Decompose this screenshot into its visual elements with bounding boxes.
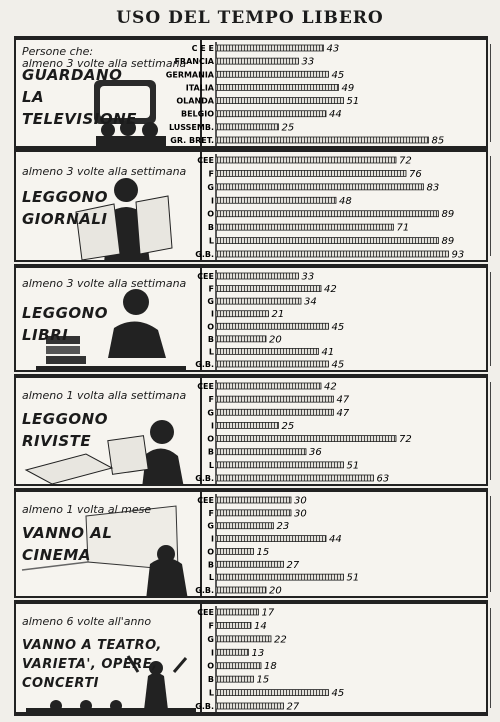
bar: [216, 574, 344, 580]
value-label: 47: [336, 407, 350, 419]
category-label: I: [211, 421, 214, 431]
value-label: 85: [431, 135, 445, 147]
category-label: F: [208, 169, 214, 179]
category-label: G.B.: [195, 360, 214, 369]
chart-panel: [14, 266, 488, 372]
divider-line: [14, 36, 488, 38]
bar: [216, 536, 326, 542]
panel-illustration: [16, 378, 202, 484]
bar: [216, 137, 429, 143]
panel-caption: VANNO AL CINEMA: [22, 524, 113, 564]
divider-line: [14, 600, 488, 602]
bar-chart: [195, 152, 488, 264]
bar: [216, 548, 254, 554]
bar: [216, 211, 439, 217]
value-label: 33: [301, 271, 315, 283]
bar: [216, 98, 344, 104]
category-label: L: [208, 460, 214, 470]
category-label: I: [211, 648, 214, 658]
panel-illustration: [16, 604, 202, 712]
value-label: 51: [346, 572, 360, 584]
panel-headline: almeno 3 volte alla settimana: [22, 165, 187, 178]
bar: [216, 510, 291, 516]
category-label: O: [207, 661, 214, 671]
value-label: 44: [329, 534, 342, 546]
value-label: 22: [274, 634, 287, 646]
value-label: 83: [426, 182, 440, 194]
bar: [216, 690, 329, 696]
category-label: F: [208, 395, 214, 405]
bar: [216, 58, 299, 64]
empty-box: [490, 608, 500, 708]
category-label: OLANDA: [176, 96, 214, 106]
category-label: G.B.: [195, 702, 214, 711]
bar-chart-area: [195, 604, 486, 713]
chart-panel: [14, 602, 488, 714]
category-label: LUSSEMB.: [168, 122, 214, 132]
category-label: B: [207, 334, 214, 344]
category-label: FRANCIA: [174, 57, 214, 67]
category-label: I: [211, 534, 214, 544]
value-label: 89: [441, 209, 455, 221]
value-label: 14: [254, 620, 267, 632]
value-label: 20: [269, 585, 282, 597]
panel-headline: Persone che: almeno 3 volte alla settimana: [22, 45, 187, 70]
category-label: GR. BRET.: [170, 136, 214, 145]
category-label: CEE: [197, 608, 214, 617]
value-label: 25: [281, 420, 295, 432]
category-label: BELGIO: [180, 109, 214, 119]
value-label: 89: [441, 236, 455, 248]
bar: [216, 636, 271, 642]
value-label: 51: [346, 96, 360, 108]
bar: [216, 409, 334, 415]
value-label: 72: [399, 155, 412, 167]
value-label: 45: [331, 69, 345, 81]
value-label: 15: [256, 546, 270, 558]
category-label: G.B.: [195, 586, 214, 595]
value-label: 42: [324, 381, 337, 393]
bar: [216, 323, 329, 329]
panel-caption: LEGGONO GIORNALI: [22, 188, 108, 228]
category-label: GERMANIA: [165, 70, 214, 80]
bar: [216, 84, 339, 90]
bar-chart: [165, 40, 488, 150]
bar-chart-area: [195, 492, 486, 597]
chart-panel: [14, 376, 488, 486]
panel-caption: GUARDANO LA TELEVISIONE: [22, 66, 137, 128]
category-label: L: [208, 347, 214, 357]
panel-caption: LEGGONO LIBRI: [22, 304, 108, 344]
bar-chart: [195, 604, 488, 716]
category-label: O: [207, 547, 214, 557]
value-label: 21: [271, 309, 285, 321]
category-label: I: [211, 196, 214, 206]
category-label: C E E: [191, 44, 214, 53]
bar: [216, 703, 284, 709]
bar: [216, 475, 374, 481]
panel-caption: LEGGONO RIVISTE: [22, 410, 108, 450]
category-label: ITALIA: [185, 83, 214, 93]
category-label: G: [207, 634, 214, 644]
category-label: L: [208, 688, 214, 698]
category-label: I: [211, 309, 214, 319]
panel-headline: almeno 3 volte alla settimana: [22, 277, 187, 290]
bar: [216, 286, 321, 292]
bar: [216, 124, 279, 130]
value-label: 33: [301, 56, 315, 68]
value-label: 51: [346, 460, 360, 472]
empty-box: [490, 156, 500, 256]
value-label: 30: [294, 508, 307, 520]
bar: [216, 383, 321, 389]
value-label: 15: [256, 674, 270, 686]
value-label: 27: [286, 559, 300, 571]
value-label: 63: [376, 473, 390, 485]
value-label: 44: [329, 109, 342, 121]
bar: [216, 396, 334, 402]
bar: [216, 224, 394, 230]
bar-chart: [195, 378, 488, 488]
bar: [216, 273, 299, 279]
bar-chart-area: [165, 40, 486, 147]
divider-line: [14, 488, 488, 490]
category-label: B: [207, 675, 214, 685]
bar: [216, 649, 249, 655]
panel-illustration: [16, 268, 202, 370]
category-label: G: [207, 182, 214, 192]
value-label: 71: [396, 222, 410, 234]
bar-chart: [195, 268, 488, 374]
value-label: 72: [399, 434, 412, 446]
bar: [216, 184, 424, 190]
bar-chart-area: [195, 378, 486, 485]
value-label: 48: [339, 195, 352, 207]
bar-chart: [195, 492, 488, 600]
category-label: CEE: [197, 272, 214, 281]
bar: [216, 449, 306, 455]
category-label: O: [207, 209, 214, 219]
category-label: CEE: [197, 156, 214, 165]
value-label: 20: [269, 334, 282, 346]
bar: [216, 45, 324, 51]
bar: [216, 663, 261, 669]
bar: [216, 587, 266, 593]
category-label: CEE: [197, 382, 214, 391]
value-label: 25: [281, 122, 295, 134]
panel-illustration: [16, 152, 202, 260]
bar: [216, 157, 396, 163]
bar: [216, 71, 329, 77]
bar: [216, 348, 319, 354]
value-label: 17: [261, 607, 275, 619]
empty-box: [490, 272, 500, 366]
empty-box: [490, 44, 500, 142]
category-label: O: [207, 434, 214, 444]
bar: [216, 561, 284, 567]
value-label: 23: [276, 521, 290, 533]
category-label: B: [207, 447, 214, 457]
panel-headline: almeno 1 volta al mese: [22, 503, 152, 516]
panel-headline: almeno 6 volte all'anno: [22, 615, 152, 628]
bar: [216, 170, 406, 176]
category-label: G: [207, 408, 214, 418]
category-label: B: [207, 560, 214, 570]
value-label: 34: [304, 296, 317, 308]
bar-chart-area: [195, 268, 486, 371]
bar: [216, 298, 301, 304]
category-label: B: [207, 223, 214, 233]
bar: [216, 523, 274, 529]
bar: [216, 676, 254, 682]
empty-box: [490, 496, 500, 592]
bar: [216, 238, 439, 244]
category-label: L: [208, 236, 214, 246]
category-label: F: [208, 284, 214, 294]
value-label: 47: [336, 394, 350, 406]
category-label: L: [208, 573, 214, 583]
bar: [216, 111, 326, 117]
value-label: 45: [331, 321, 345, 333]
divider-line: [14, 264, 488, 266]
divider-line: [14, 374, 488, 376]
page-title: USO DEL TEMPO LIBERO: [116, 8, 384, 28]
value-label: 45: [331, 359, 345, 371]
category-label: CEE: [197, 496, 214, 505]
category-label: G: [207, 521, 214, 531]
bar: [216, 336, 266, 342]
value-label: 42: [324, 284, 337, 296]
chart-panel: [14, 38, 488, 148]
category-label: F: [208, 508, 214, 518]
value-label: 49: [341, 82, 355, 94]
bar: [216, 422, 279, 428]
value-label: 18: [264, 661, 277, 673]
empty-box: [490, 382, 500, 480]
divider-line: [14, 148, 488, 150]
bar: [216, 622, 251, 628]
divider-line: [14, 714, 488, 716]
category-label: O: [207, 322, 214, 332]
bar: [216, 197, 336, 203]
bar: [216, 251, 449, 257]
bar: [216, 497, 291, 503]
panel-headline: almeno 1 volta alla settimana: [22, 389, 187, 402]
category-label: G: [207, 297, 214, 307]
value-label: 93: [451, 249, 465, 261]
value-label: 27: [286, 701, 300, 713]
category-label: G.B.: [195, 474, 214, 483]
bar: [216, 436, 396, 442]
bar: [216, 361, 329, 367]
chart-panel: [14, 490, 488, 598]
category-label: F: [208, 621, 214, 631]
category-label: G.B.: [195, 250, 214, 259]
value-label: 36: [309, 447, 322, 459]
bar: [216, 609, 259, 615]
value-label: 30: [294, 495, 307, 507]
value-label: 45: [331, 688, 345, 700]
chart-panel: [14, 150, 488, 262]
panel-caption: VANNO A TEATRO, VARIETA', OPERE, CONCERTI: [22, 638, 162, 691]
bar: [216, 311, 269, 317]
value-label: 41: [321, 346, 335, 358]
value-label: 13: [251, 647, 265, 659]
value-label: 43: [326, 43, 340, 55]
bar: [216, 462, 344, 468]
value-label: 76: [409, 168, 422, 180]
panel-illustration: [16, 492, 202, 596]
bar-chart-area: [195, 152, 486, 261]
